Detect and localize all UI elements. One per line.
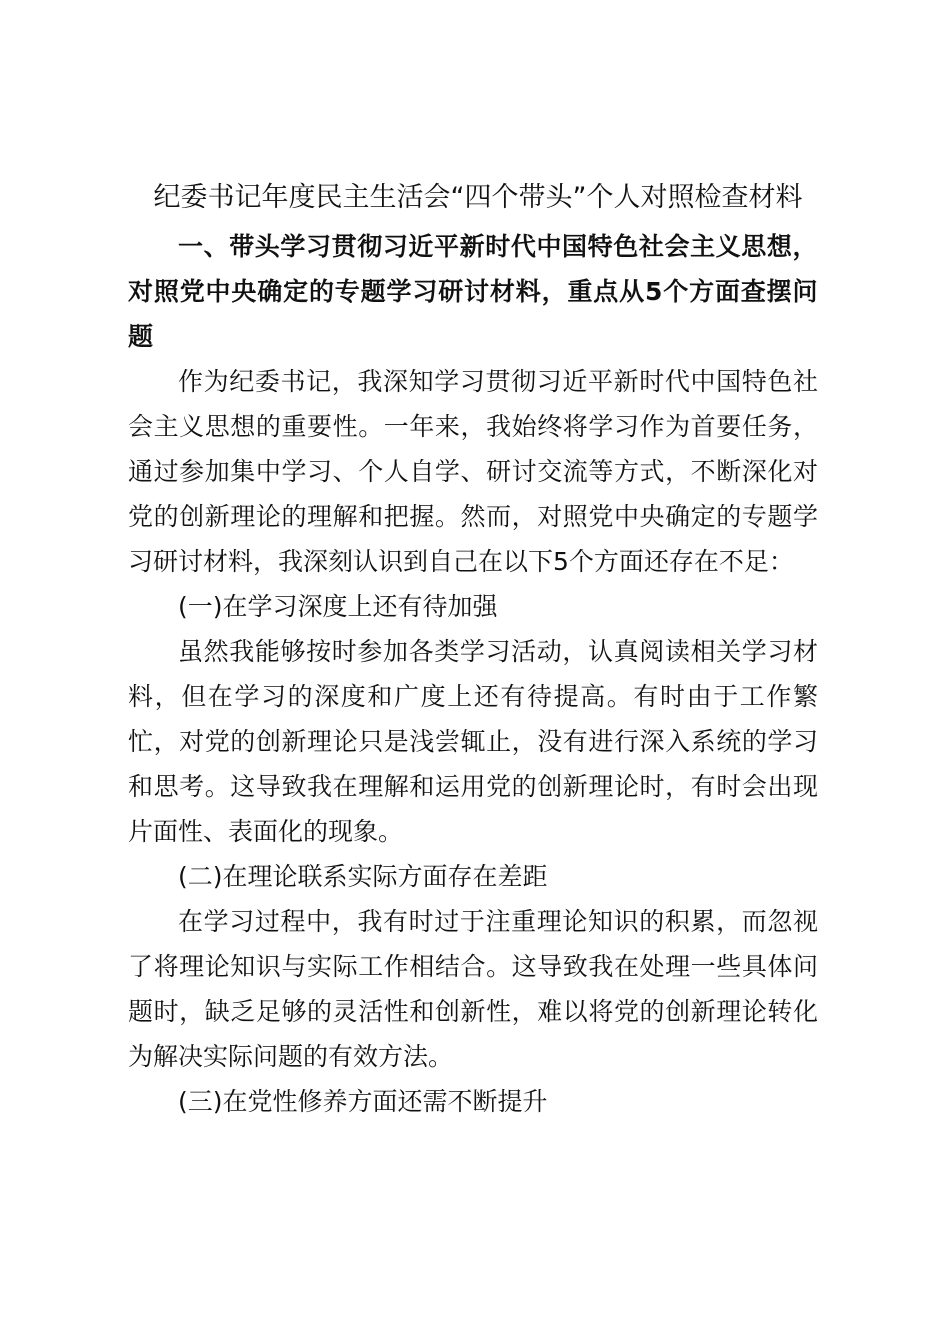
sub-1-body: 虽然我能够按时参加各类学习活动，认真阅读相关学习材料，但在学习的深度和广度上还有待提高。有时由于工作繁忙，对党的创新理论只是浅尝辄止，没有进行深入系统的学习和思考。这导致我在理解和运用党的创新理论时，有时会出现片面性、表面化的现象。: [128, 637, 818, 846]
section-1-heading: 一、带头学习贯彻习近平新时代中国特色社会主义思想，对照党中央确定的专题学习研讨材料，重点从5个方面查摆问题: [128, 232, 818, 351]
sub-2-body: 在学习过程中，我有时过于注重理论知识的积累，而忽视了将理论知识与实际工作相结合。这导致我在处理一些具体问题时，缺乏足够的灵活性和创新性，难以将党的创新理论转化为解决实际问题的有效方法。: [128, 907, 818, 1071]
sub-3-heading: (三)在党性修养方面还需不断提升: [178, 1087, 548, 1116]
document-title: 纪委书记年度民主生活会“四个带头”个人对照检查材料: [153, 182, 803, 213]
sub-2-heading: (二)在理论联系实际方面存在差距: [178, 862, 548, 891]
sub-1-heading: (一)在学习深度上还有待加强: [178, 592, 498, 621]
document-body: [128, 224, 818, 1124]
intro-paragraph: 作为纪委书记，我深知学习贯彻习近平新时代中国特色社会主义思想的重要性。一年来，我始终将学习作为首要任务，通过参加集中学习、个人自学、研讨交流等方式，不断深化对党的创新理论的理解和把握。然而，对照党中央确定的专题学习研讨材料，我深刻认识到自己在以下5个方面还存在不足：: [128, 367, 818, 576]
